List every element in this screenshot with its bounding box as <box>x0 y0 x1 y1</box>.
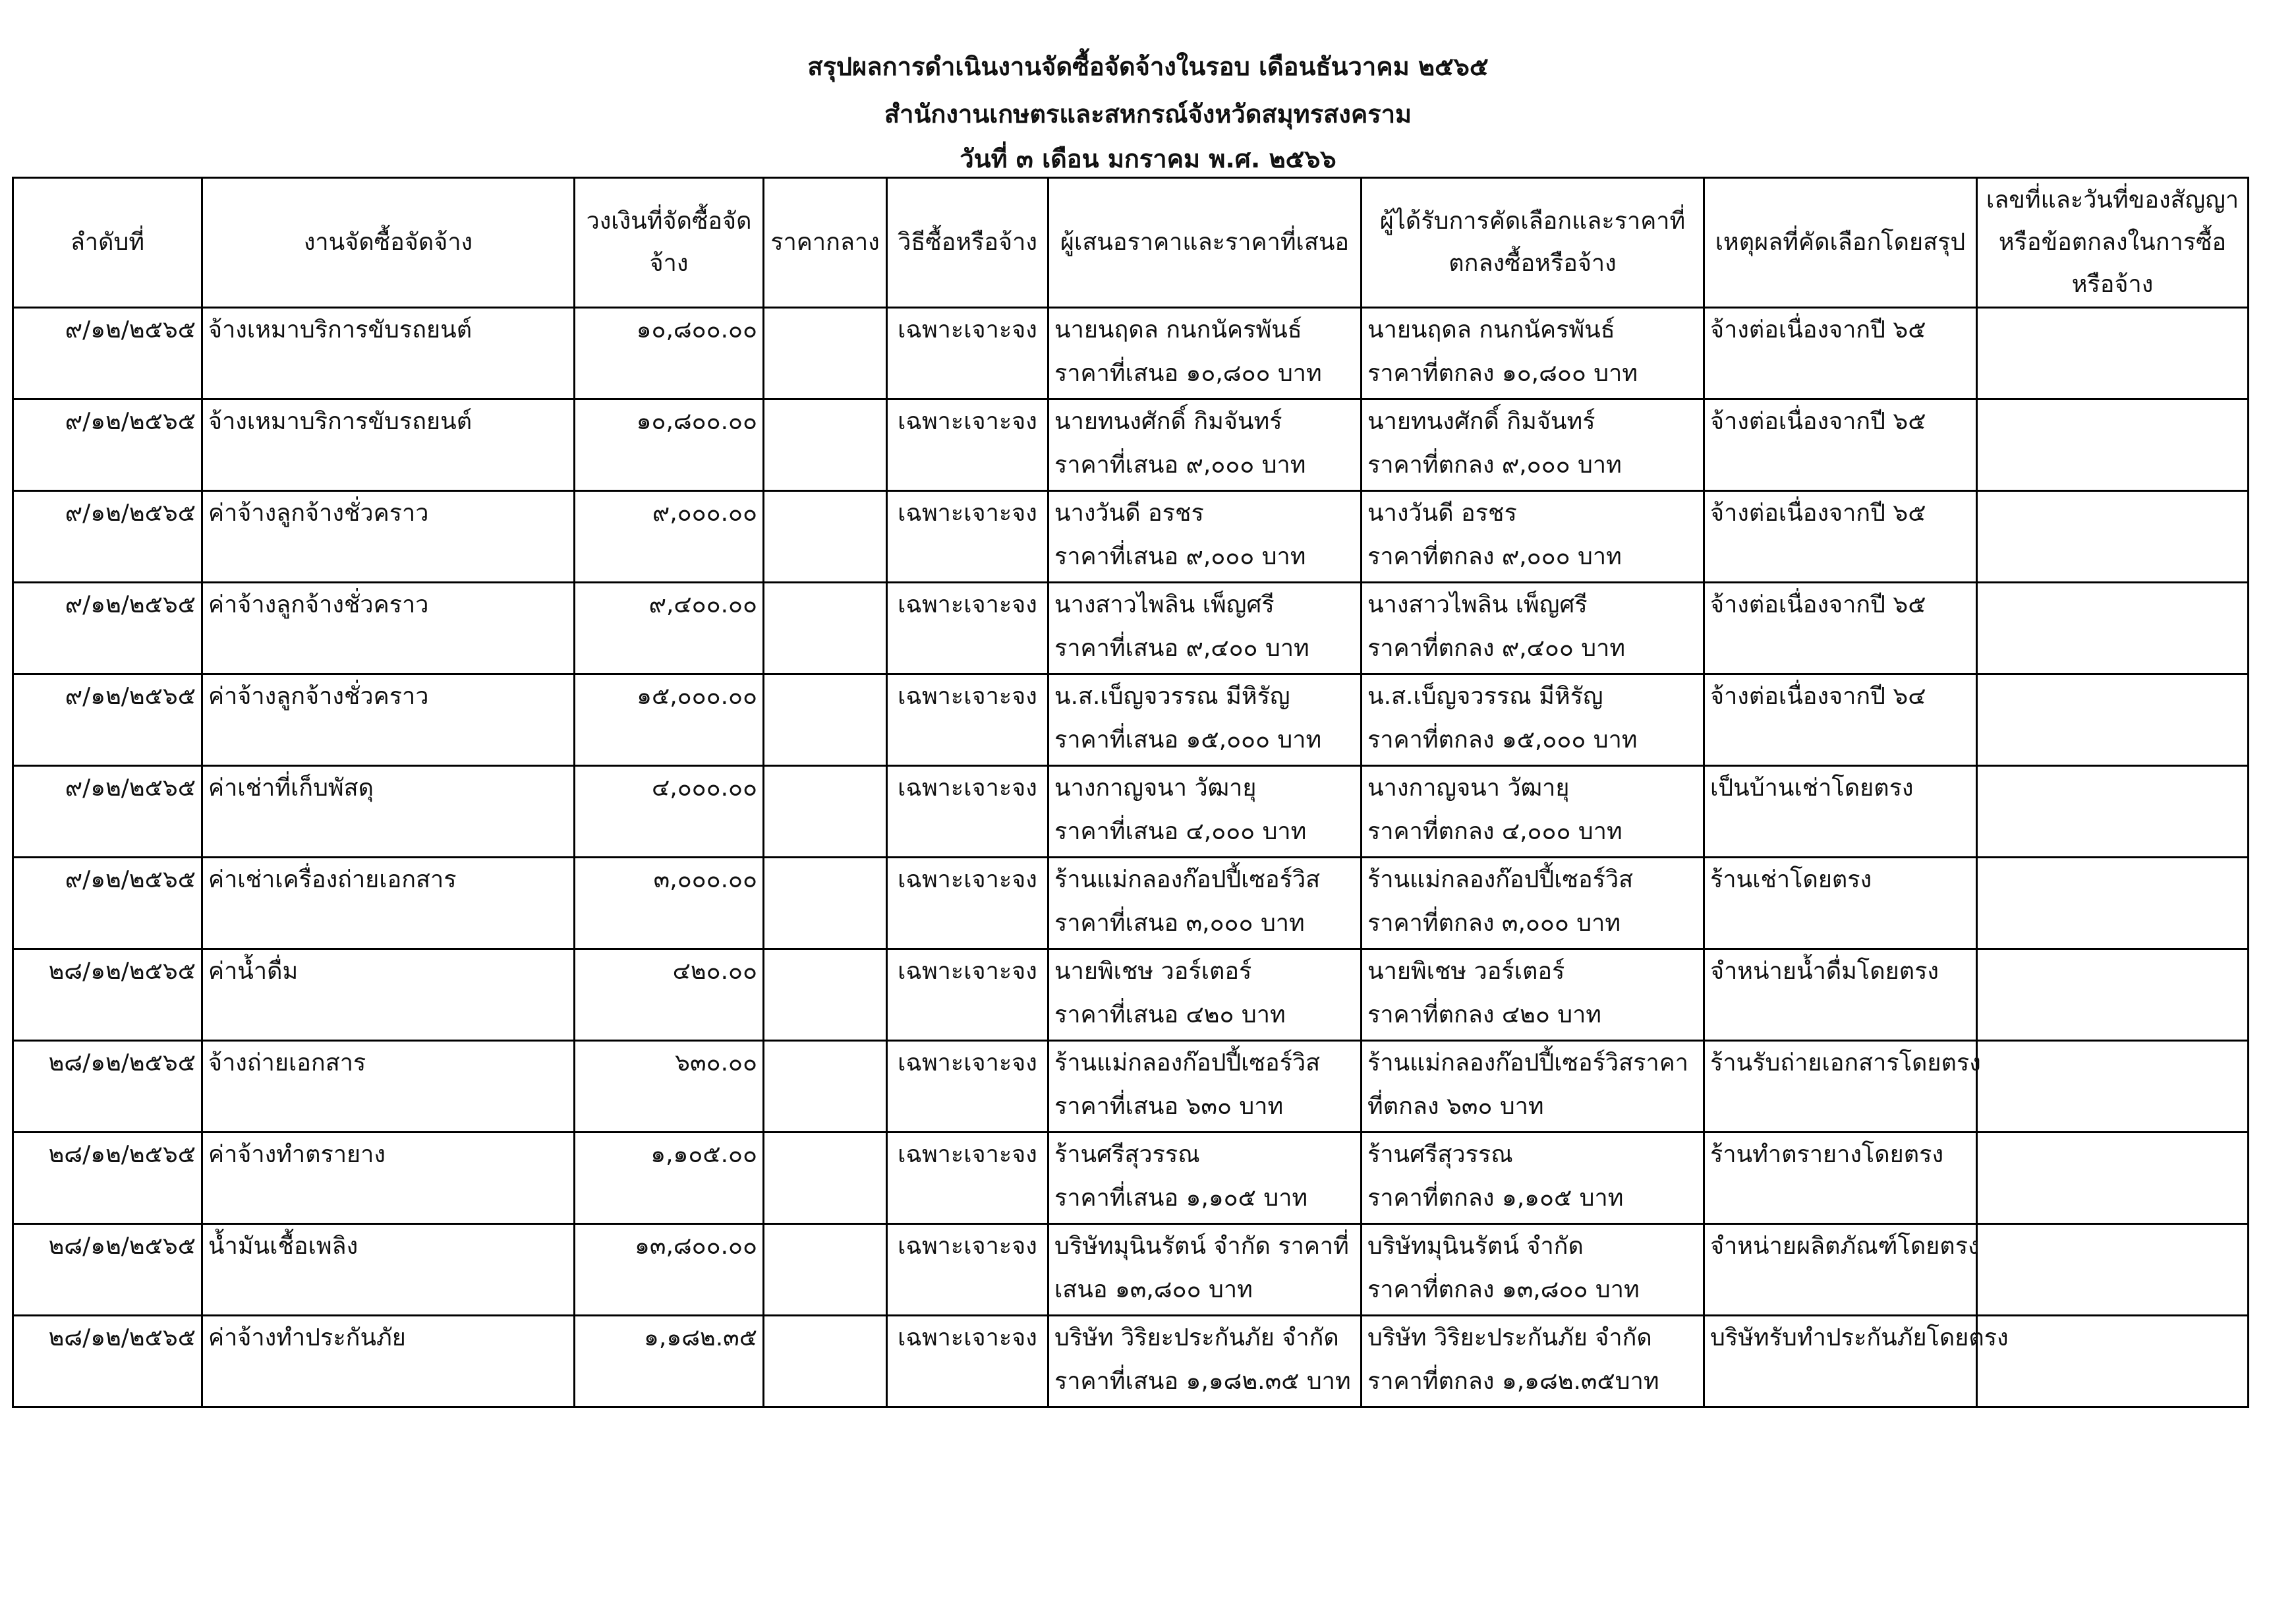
bidder-name: บริษัทมุนินรัตน์ จำกัด ราคาที่ <box>1054 1233 1349 1260</box>
winner-name: น.ส.เบ็ญจวรรณ มีหิรัญ <box>1367 683 1603 710</box>
cell-bidder <box>1048 583 1362 674</box>
cell-reason <box>1704 858 1977 949</box>
item-text: จ้างเหมาบริการขับรถยนต์ <box>208 408 473 435</box>
cell-method <box>887 949 1048 1041</box>
column-header-item: งานจัดซื้อจัดจ้าง <box>202 178 575 308</box>
bid-price: ราคาที่เสนอ ๔๒๐ บาท <box>1054 1001 1286 1028</box>
cell-method <box>887 308 1048 399</box>
cell-bidder <box>1048 858 1362 949</box>
cell-date <box>13 1041 202 1133</box>
amount-text: ๔,๐๐๐.๐๐ <box>652 775 757 802</box>
cell-item <box>202 1316 575 1407</box>
bidder-name: ร้านศรีสุวรรณ <box>1054 1141 1200 1168</box>
reason-text: จ้างต่อเนื่องจากปี ๖๕ <box>1710 591 1926 618</box>
cell-winner <box>1362 1224 1704 1316</box>
cell-bidder <box>1048 1133 1362 1224</box>
cell-item <box>202 858 575 949</box>
reason-text: จ้างต่อเนื่องจากปี ๖๕ <box>1710 408 1926 435</box>
table-row <box>13 949 2249 1041</box>
winner-name: นางสาวไพลิน เพ็ญศรี <box>1367 591 1588 618</box>
cell-method <box>887 858 1048 949</box>
item-text: ค่าน้ำดื่ม <box>208 958 299 985</box>
table-row <box>13 491 2249 583</box>
cell-bidder <box>1048 308 1362 399</box>
amount-text: ๑,๑๘๒.๓๕ <box>644 1324 757 1351</box>
method-text: เฉพาะเจาะจง <box>898 775 1037 802</box>
cell-median-price <box>764 1041 887 1133</box>
cell-median-price <box>764 491 887 583</box>
cell-reason <box>1704 674 1977 766</box>
cell-reason <box>1704 1041 1981 1133</box>
bid-price: เสนอ ๑๓,๘๐๐ บาท <box>1054 1276 1253 1303</box>
cell-reason <box>1704 1224 1980 1316</box>
table-body <box>13 308 2249 1407</box>
cell-amount <box>575 308 764 399</box>
cell-item <box>202 674 575 766</box>
table-row <box>13 583 2249 674</box>
date-text: ๒๘/๑๒/๒๕๖๕ <box>48 1233 196 1260</box>
method-text: เฉพาะเจาะจง <box>898 1049 1037 1076</box>
reason-text: ร้านทำตรายางโดยตรง <box>1710 1141 1944 1168</box>
cell-contract <box>1977 491 2249 583</box>
winner-name: นางวันดี อรชร <box>1367 500 1517 527</box>
table-row <box>13 766 2249 858</box>
cell-winner <box>1362 583 1704 674</box>
cell-contract <box>1977 858 2249 949</box>
cell-median-price <box>764 399 887 491</box>
cell-amount <box>575 949 764 1041</box>
agreed-price: ราคาที่ตกลง ๑๕,๐๐๐ บาท <box>1367 726 1638 753</box>
table-row <box>13 308 2249 399</box>
item-text: น้ำมันเชื้อเพลิง <box>208 1233 359 1260</box>
agreed-price: ราคาที่ตกลง ๔,๐๐๐ บาท <box>1367 818 1622 845</box>
agreed-price: ราคาที่ตกลง ๑,๑๘๒.๓๕บาท <box>1367 1368 1659 1395</box>
agreed-price: ราคาที่ตกลง ๑๓,๘๐๐ บาท <box>1367 1276 1640 1303</box>
column-header-amount: วงเงินที่จัดซื้อจัดจ้าง <box>575 178 764 308</box>
date-text: ๒๘/๑๒/๒๕๖๕ <box>48 1141 196 1168</box>
office-name: สำนักงานเกษตรและสหกรณ์จังหวัดสมุทรสงคราม <box>884 100 1412 129</box>
cell-bidder <box>1048 674 1362 766</box>
cell-reason <box>1704 399 1977 491</box>
agreed-price: ราคาที่ตกลง ๙,๔๐๐ บาท <box>1367 635 1626 662</box>
date-text: ๒๘/๑๒/๒๕๖๕ <box>48 958 196 985</box>
column-header-order: ลำดับที่ <box>13 178 202 308</box>
cell-median-price <box>764 949 887 1041</box>
winner-name: นายพิเชษ วอร์เตอร์ <box>1367 958 1565 985</box>
cell-date <box>13 583 202 674</box>
amount-text: ๑,๑๐๕.๐๐ <box>650 1141 757 1168</box>
reason-text: จำหน่ายผลิตภัณฑ์โดยตรง <box>1710 1233 1980 1260</box>
cell-median-price <box>764 1316 887 1407</box>
cell-date <box>13 308 202 399</box>
cell-reason <box>1704 583 1977 674</box>
column-header-method: วิธีซื้อหรือจ้าง <box>887 178 1048 308</box>
cell-item <box>202 399 575 491</box>
cell-contract <box>1977 1316 2249 1407</box>
bidder-name: นายนฤดล กนกนัครพันธ์ <box>1054 316 1302 343</box>
bidder-name: บริษัท วิริยะประกันภัย จำกัด <box>1054 1324 1339 1351</box>
table-row <box>13 1133 2249 1224</box>
cell-bidder <box>1048 1041 1362 1133</box>
cell-date <box>13 949 202 1041</box>
method-text: เฉพาะเจาะจง <box>898 958 1037 985</box>
cell-amount <box>575 1316 764 1407</box>
cell-date <box>13 766 202 858</box>
bid-price: ราคาที่เสนอ ๑๐,๘๐๐ บาท <box>1054 360 1322 387</box>
cell-item <box>202 766 575 858</box>
bidder-name: นายทนงศักดิ์ กิมจันทร์ <box>1054 408 1282 435</box>
column-header-contract: เลขที่และวันที่ของสัญญาหรือข้อตกลงในการซื้อหรือจ้าง <box>1977 178 2249 308</box>
date-text: ๙/๑๒/๒๕๖๕ <box>65 408 196 435</box>
cell-date <box>13 399 202 491</box>
cell-median-price <box>764 1224 887 1316</box>
cell-amount <box>575 1041 764 1133</box>
cell-method <box>887 491 1048 583</box>
table-row <box>13 1316 2249 1407</box>
agreed-price: ราคาที่ตกลง ๙,๐๐๐ บาท <box>1367 543 1622 570</box>
cell-item <box>202 1133 575 1224</box>
bid-price: ราคาที่เสนอ ๖๓๐ บาท <box>1054 1093 1284 1120</box>
cell-date <box>13 1316 202 1407</box>
method-text: เฉพาะเจาะจง <box>898 1141 1037 1168</box>
cell-reason <box>1704 308 1977 399</box>
cell-bidder <box>1048 766 1362 858</box>
column-header-reason: เหตุผลที่คัดเลือกโดยสรุป <box>1704 178 1977 308</box>
document-date: วันที่ ๓ เดือน มกราคม พ.ศ. ๒๕๖๖ <box>960 144 1336 173</box>
amount-text: ๑๕,๐๐๐.๐๐ <box>637 683 757 710</box>
winner-name: บริษัท วิริยะประกันภัย จำกัด <box>1367 1324 1652 1351</box>
cell-median-price <box>764 674 887 766</box>
reason-text: ร้านเช่าโดยตรง <box>1710 866 1872 893</box>
column-header-winner: ผู้ได้รับการคัดเลือกและราคาที่ตกลงซื้อหรือจ้าง <box>1362 178 1704 308</box>
cell-contract <box>1977 399 2249 491</box>
cell-method <box>887 1316 1048 1407</box>
cell-item <box>202 583 575 674</box>
column-header-median-price: ราคากลาง <box>764 178 887 308</box>
reason-text: บริษัทรับทำประกันภัยโดยตรง <box>1710 1324 2009 1351</box>
table-row <box>13 1041 2249 1133</box>
cell-winner <box>1362 674 1704 766</box>
cell-contract <box>1977 766 2249 858</box>
agreed-price: ราคาที่ตกลง ๓,๐๐๐ บาท <box>1367 910 1621 937</box>
agreed-price: ที่ตกลง ๖๓๐ บาท <box>1367 1093 1544 1120</box>
amount-text: ๑๐,๘๐๐.๐๐ <box>636 316 757 343</box>
date-text: ๙/๑๒/๒๕๖๕ <box>65 683 196 710</box>
cell-contract <box>1977 308 2249 399</box>
amount-text: ๙,๐๐๐.๐๐ <box>652 500 757 527</box>
bidder-name: นางสาวไพลิน เพ็ญศรี <box>1054 591 1275 618</box>
cell-winner <box>1362 1133 1704 1224</box>
item-text: ค่าเช่าที่เก็บพัสดุ <box>208 775 374 802</box>
column-header-bidder: ผู้เสนอราคาและราคาที่เสนอ <box>1048 178 1362 308</box>
document-title: สรุปผลการดำเนินงานจัดซื้อจัดจ้างในรอบ เดือนธันวาคม ๒๕๖๕ <box>807 52 1489 81</box>
agreed-price: ราคาที่ตกลง ๑,๑๐๕ บาท <box>1367 1185 1624 1212</box>
bid-price: ราคาที่เสนอ ๙,๐๐๐ บาท <box>1054 543 1306 570</box>
bid-price: ราคาที่เสนอ ๓,๐๐๐ บาท <box>1054 910 1305 937</box>
cell-winner <box>1362 858 1704 949</box>
method-text: เฉพาะเจาะจง <box>898 408 1037 435</box>
cell-reason <box>1704 949 1977 1041</box>
cell-winner <box>1362 1041 1704 1133</box>
method-text: เฉพาะเจาะจง <box>898 866 1037 893</box>
reason-text: จ้างต่อเนื่องจากปี ๖๔ <box>1710 683 1926 710</box>
cell-reason <box>1704 491 1977 583</box>
cell-bidder <box>1048 491 1362 583</box>
amount-text: ๑๓,๘๐๐.๐๐ <box>634 1233 757 1260</box>
item-text: ค่าจ้างทำตรายาง <box>208 1141 386 1168</box>
reason-text: เป็นบ้านเช่าโดยตรง <box>1710 775 1914 802</box>
method-text: เฉพาะเจาะจง <box>898 316 1037 343</box>
item-text: ค่าจ้างทำประกันภัย <box>208 1324 406 1351</box>
cell-contract <box>1977 1133 2249 1224</box>
cell-item <box>202 491 575 583</box>
cell-item <box>202 308 575 399</box>
table-row <box>13 399 2249 491</box>
cell-contract <box>1977 583 2249 674</box>
method-text: เฉพาะเจาะจง <box>898 1324 1037 1351</box>
cell-reason <box>1704 766 1977 858</box>
reason-text: จ้างต่อเนื่องจากปี ๖๕ <box>1710 500 1926 527</box>
date-text: ๙/๑๒/๒๕๖๕ <box>65 500 196 527</box>
date-text: ๙/๑๒/๒๕๖๕ <box>65 316 196 343</box>
winner-name: ร้านศรีสุวรรณ <box>1367 1141 1513 1168</box>
winner-name: บริษัทมุนินรัตน์ จำกัด <box>1367 1233 1584 1260</box>
method-text: เฉพาะเจาะจง <box>898 591 1037 618</box>
cell-method <box>887 399 1048 491</box>
bidder-name: นางวันดี อรชร <box>1054 500 1204 527</box>
cell-contract <box>1977 1041 2249 1133</box>
date-text: ๙/๑๒/๒๕๖๕ <box>65 591 196 618</box>
amount-text: ๓,๐๐๐.๐๐ <box>653 866 757 893</box>
cell-median-price <box>764 308 887 399</box>
cell-bidder <box>1048 399 1362 491</box>
method-text: เฉพาะเจาะจง <box>898 500 1037 527</box>
amount-text: ๔๒๐.๐๐ <box>672 958 757 985</box>
date-text: ๒๘/๑๒/๒๕๖๕ <box>48 1049 196 1076</box>
item-text: ค่าเช่าเครื่องถ่ายเอกสาร <box>208 866 457 893</box>
amount-text: ๙,๔๐๐.๐๐ <box>648 591 757 618</box>
cell-contract <box>1977 949 2249 1041</box>
cell-method <box>887 1133 1048 1224</box>
cell-median-price <box>764 766 887 858</box>
bid-price: ราคาที่เสนอ ๔,๐๐๐ บาท <box>1054 818 1307 845</box>
cell-method <box>887 583 1048 674</box>
winner-name: นางกาญจนา วัฒายุ <box>1367 775 1570 802</box>
cell-date <box>13 1133 202 1224</box>
cell-bidder <box>1048 1224 1362 1316</box>
cell-method <box>887 1224 1048 1316</box>
cell-amount <box>575 766 764 858</box>
cell-amount <box>575 491 764 583</box>
cell-amount <box>575 858 764 949</box>
cell-amount <box>575 583 764 674</box>
item-text: จ้างเหมาบริการขับรถยนต์ <box>208 316 473 343</box>
cell-date <box>13 1224 202 1316</box>
agreed-price: ราคาที่ตกลง ๔๒๐ บาท <box>1367 1001 1602 1028</box>
cell-contract <box>1977 1224 2249 1316</box>
cell-method <box>887 766 1048 858</box>
cell-winner <box>1362 949 1704 1041</box>
table-row <box>13 1224 2249 1316</box>
reason-text: จำหน่ายน้ำดื่มโดยตรง <box>1710 958 1939 985</box>
amount-text: ๖๓๐.๐๐ <box>675 1049 757 1076</box>
bid-price: ราคาที่เสนอ ๑,๑๘๒.๓๕ บาท <box>1054 1368 1351 1395</box>
item-text: ค่าจ้างลูกจ้างชั่วคราว <box>208 591 429 618</box>
method-text: เฉพาะเจาะจง <box>898 1233 1037 1260</box>
table-row <box>13 674 2249 766</box>
cell-median-price <box>764 583 887 674</box>
item-text: ค่าจ้างลูกจ้างชั่วคราว <box>208 683 429 710</box>
bidder-name: ร้านแม่กลองก๊อปปี้เซอร์วิส <box>1054 1049 1321 1076</box>
cell-winner <box>1362 491 1704 583</box>
cell-reason <box>1704 1133 1977 1224</box>
bid-price: ราคาที่เสนอ ๑,๑๐๕ บาท <box>1054 1185 1308 1212</box>
cell-reason <box>1704 1316 2009 1407</box>
cell-median-price <box>764 1133 887 1224</box>
reason-text: จ้างต่อเนื่องจากปี ๖๕ <box>1710 316 1926 343</box>
cell-winner <box>1362 1316 1704 1407</box>
cell-contract <box>1977 674 2249 766</box>
bidder-name: นายพิเชษ วอร์เตอร์ <box>1054 958 1252 985</box>
cell-date <box>13 491 202 583</box>
bid-price: ราคาที่เสนอ ๑๕,๐๐๐ บาท <box>1054 726 1322 753</box>
cell-bidder <box>1048 1316 1362 1407</box>
bid-price: ราคาที่เสนอ ๙,๐๐๐ บาท <box>1054 452 1306 479</box>
date-text: ๙/๑๒/๒๕๖๕ <box>65 775 196 802</box>
date-text: ๒๘/๑๒/๒๕๖๕ <box>48 1324 196 1351</box>
bidder-name: นางกาญจนา วัฒายุ <box>1054 775 1257 802</box>
cell-median-price <box>764 858 887 949</box>
cell-date <box>13 674 202 766</box>
cell-method <box>887 1041 1048 1133</box>
cell-amount <box>575 674 764 766</box>
cell-item <box>202 949 575 1041</box>
bidder-name: ร้านแม่กลองก๊อปปี้เซอร์วิส <box>1054 866 1321 893</box>
cell-winner <box>1362 766 1704 858</box>
procurement-table <box>12 177 2249 1408</box>
bidder-name: น.ส.เบ็ญจวรรณ มีหิรัญ <box>1054 683 1290 710</box>
winner-name: ร้านแม่กลองก๊อปปี้เซอร์วิสราคา <box>1367 1049 1689 1076</box>
cell-item <box>202 1041 575 1133</box>
cell-amount <box>575 399 764 491</box>
cell-date <box>13 858 202 949</box>
item-text: จ้างถ่ายเอกสาร <box>208 1049 366 1076</box>
method-text: เฉพาะเจาะจง <box>898 683 1037 710</box>
cell-amount <box>575 1224 764 1316</box>
amount-text: ๑๐,๘๐๐.๐๐ <box>636 408 757 435</box>
winner-name: นายนฤดล กนกนัครพันธ์ <box>1367 316 1615 343</box>
table-row <box>13 858 2249 949</box>
winner-name: นายทนงศักดิ์ กิมจันทร์ <box>1367 408 1595 435</box>
cell-winner <box>1362 399 1704 491</box>
date-text: ๙/๑๒/๒๕๖๕ <box>65 866 196 893</box>
item-text: ค่าจ้างลูกจ้างชั่วคราว <box>208 500 429 527</box>
reason-text: ร้านรับถ่ายเอกสารโดยตรง <box>1710 1049 1981 1076</box>
winner-name: ร้านแม่กลองก๊อปปี้เซอร์วิส <box>1367 866 1634 893</box>
bid-price: ราคาที่เสนอ ๙,๔๐๐ บาท <box>1054 635 1309 662</box>
agreed-price: ราคาที่ตกลง ๑๐,๘๐๐ บาท <box>1367 360 1638 387</box>
agreed-price: ราคาที่ตกลง ๙,๐๐๐ บาท <box>1367 452 1622 479</box>
cell-amount <box>575 1133 764 1224</box>
cell-item <box>202 1224 575 1316</box>
cell-winner <box>1362 308 1704 399</box>
table-header-row <box>13 178 2249 308</box>
cell-bidder <box>1048 949 1362 1041</box>
cell-method <box>887 674 1048 766</box>
